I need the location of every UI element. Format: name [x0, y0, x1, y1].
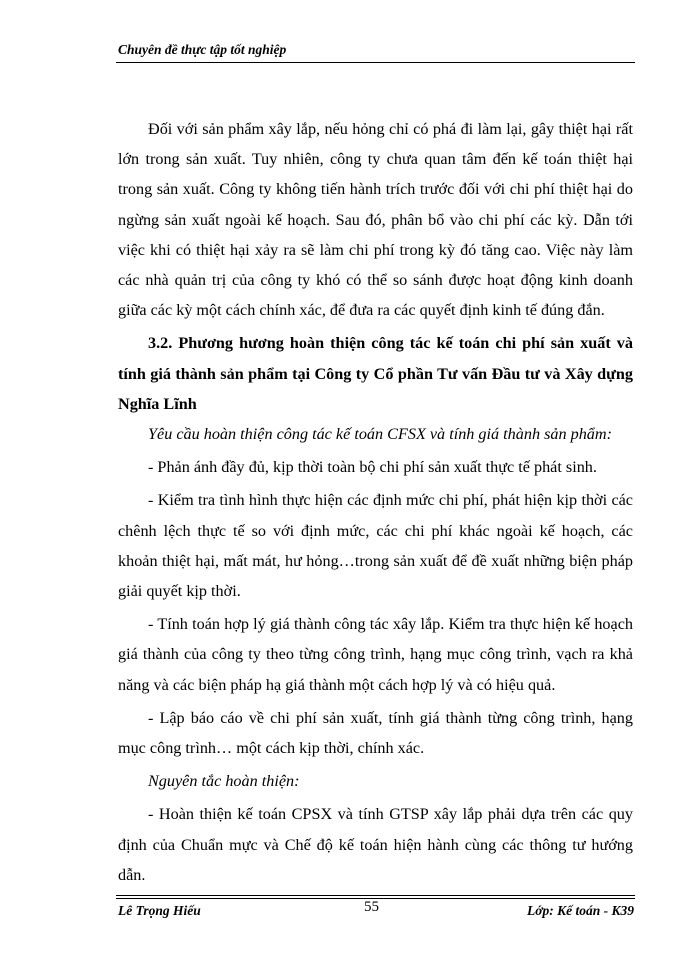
requirements-subheading: Yêu cầu hoàn thiện công tác kế toán CFSX và tính giá thành sản phẩm: [148, 425, 612, 444]
page-number: 55 [364, 899, 379, 915]
footer-class: Lớp: Kế toán - K39 [527, 903, 634, 918]
document-body [118, 114, 633, 890]
section-heading-3-2: 3.2. Phương hương hoàn thiện công tác kế toán chi phí sản xuất và tính giá thành sản phẩm tại Công ty Cổ phần Tư vấn Đầu tư và Xây dựng Nghĩa Lĩnh [118, 334, 633, 413]
page-header-title: Chuyên đề thực tập tốt nghiệp [118, 42, 287, 57]
footer-rule [116, 895, 635, 896]
footer-author: Lê Trọng Hiếu [118, 903, 201, 918]
bullet-item: - Phản ánh đầy đủ, kịp thời toàn bộ chi phí sản xuất thực tế phát sinh. [148, 458, 597, 477]
bullet-item: - Hoàn thiện kế toán CPSX và tính GTSP xây lắp phải dựa trên các quy định của Chuẩn mực và Chế độ kế toán hiện hành cùng các thông tư hướng dẫn. [118, 805, 633, 884]
bullet-item: - Tính toán hợp lý giá thành công tác xây lắp. Kiểm tra thực hiện kế hoạch giá thành của công ty theo từng công trình, hạng mục công trình, vạch ra khả năng và các biện pháp hạ giá thành một cách hợp lý và có hiệu quả. [118, 615, 633, 694]
bullet-item: - Lập báo cáo về chi phí sản xuất, tính giá thành từng công trình, hạng mục công trình… một cách kịp thời, chính xác. [118, 708, 633, 758]
principles-subheading: Nguyên tắc hoàn thiện: [148, 772, 300, 791]
header-rule [116, 62, 635, 63]
paragraph-damage: Đối với sản phẩm xây lắp, nếu hỏng chỉ có phá đi làm lại, gây thiệt hại rất lớn trong sản xuất. Tuy nhiên, công ty chưa quan tâm đến kế toán thiệt hại trong sản xuất. Công ty không tiến hành trích trước đối với chi phí thiệt hại do ngừng sản xuất ngoài kế hoạch. Sau đó, phân bổ vào chi phí các kỳ. Dẫn tới việc khi có thiệt hại xảy ra sẽ làm chi phí trong kỳ đó tăng cao. Việc này làm các nhà quản trị của công ty khó có thể so sánh được hoạt động kinh doanh giữa các kỳ một cách chính xác, để đưa ra các quyết định kinh tế đúng đắn. [118, 120, 633, 320]
bullet-item: - Kiểm tra tình hình thực hiện các định mức chi phí, phát hiện kịp thời các chênh lệch thực tế so với định mức, các chi phí khác ngoài kế hoạch, các khoản thiệt hại, mất mát, hư hỏng…trong sản xuất để đề xuất những biện pháp giải quyết kịp thời. [118, 491, 633, 601]
